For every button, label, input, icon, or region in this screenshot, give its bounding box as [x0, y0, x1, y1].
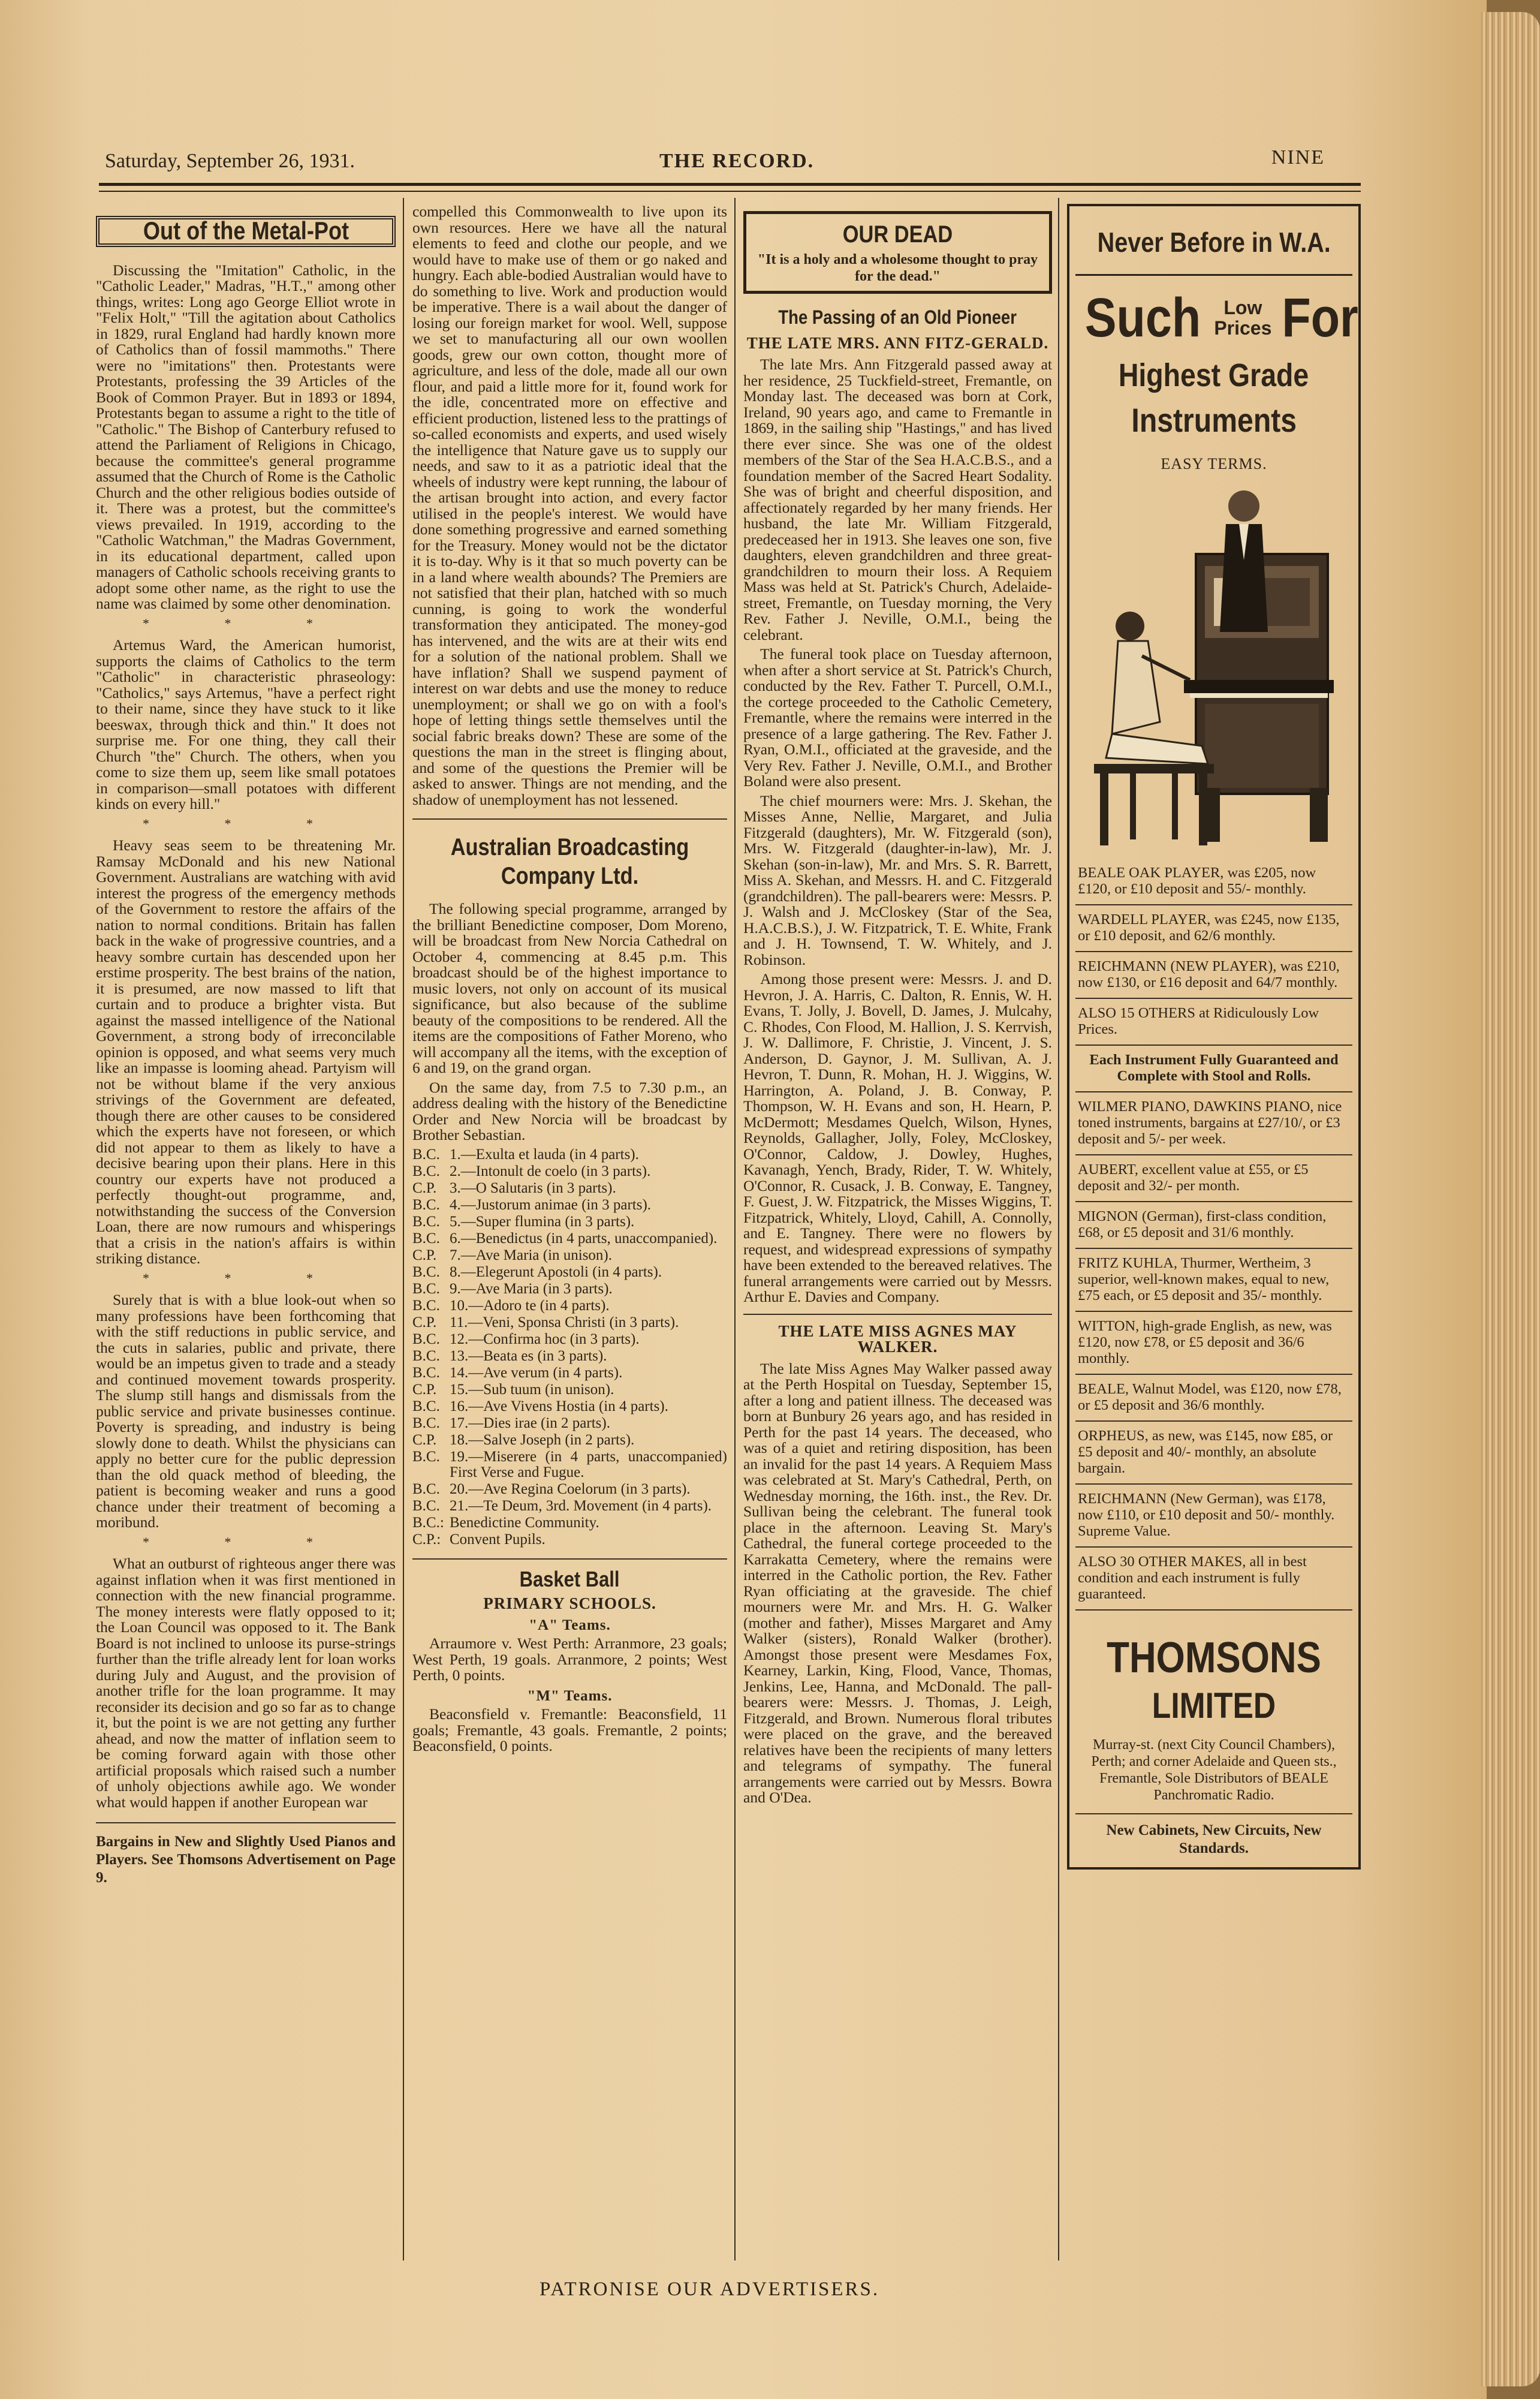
article-paragraph: Artemus Ward, the American humorist, supports the claims of Catholics to the term "Catholic" in characteristic phraseology: "Catholics," says Artemus, "have a perfect right to their name, since they have stuck to it like beeswax, through thick and thin." It does not surprise me. For one thing, they call their Church "the" Church. The others, when you come to size them up, seem like small potatoes in comparison—small potatoes with different kinds on every hill." [96, 636, 396, 812]
basketball-heading: Basket Ball [520, 1566, 620, 1591]
programme-item [412, 1248, 727, 1263]
programme-code: B.C. [412, 1230, 440, 1247]
price-list [1075, 859, 1352, 1611]
programme-code: C.P. [412, 1431, 437, 1448]
price-item: ORPHEUS, as new, was £145, now £85, or £5 deposit and 40/- monthly, an absolute bargain. [1075, 1422, 1352, 1485]
programme-title: 12.—Confirma hoc (in 3 parts). [450, 1331, 640, 1347]
price-item: ALSO 30 OTHER MAKES, all in best condition and each instrument is fully guaranteed. [1075, 1548, 1352, 1611]
programme-item [412, 1416, 727, 1431]
price-item: ALSO 15 OTHERS at Ridiculously Low Prices. [1075, 999, 1352, 1046]
programme-code: B.C. [412, 1497, 440, 1514]
programme-title: Convent Pupils. [450, 1531, 546, 1548]
article-paragraph: Surely that is with a blue look-out when so many professions have been forthcoming that with the stiff reductions in public service, and the cuts in salaries, public and private, there would be an impetus given to trade and a steady and continued movement towards prosperity. The slump still hangs and dismissals from the public service and private businesses continue. Poverty is spreading, and industry is being slowly done to death. Whilst the physicians can apply no better cure for the public depression than the old quack method of bleeding, the patient is becoming weaker and runs a good chance under their treatment of becoming a moribund. [96, 1291, 396, 1531]
programme-item [412, 1214, 727, 1230]
programme-code: B.C.: [412, 1514, 444, 1531]
programme-title: 15.—Sub tuum (in unison). [450, 1381, 614, 1398]
programme-item [412, 1365, 727, 1381]
ad-instruments: Instruments [1131, 401, 1297, 439]
m-teams-result: Beaconsfield v. Fremantle: Beaconsfield, 11 goals; Fremantle, 43 goals. Fremantle, 2 points; Beaconsfield, 0 points. [412, 1705, 727, 1754]
programme-item [412, 1164, 727, 1179]
ad-low: Low [1223, 297, 1262, 318]
section-rule [743, 1314, 1052, 1315]
programme-title: 16.—Ave Vivens Hostia (in 4 parts). [450, 1398, 668, 1414]
programme-title: 11.—Veni, Sponsa Christi (in 3 parts). [450, 1314, 679, 1331]
section-stars: * * * [143, 1270, 349, 1286]
programme-title: 1.—Exulta et lauda (in 4 parts). [450, 1146, 639, 1163]
section-rule [412, 818, 727, 820]
section-rule [412, 1558, 727, 1560]
programme-item [412, 1197, 727, 1213]
programme-title: 7.—Ave Maria (in unison). [450, 1247, 613, 1263]
programme-title: 20.—Ave Regina Coelorum (in 3 parts). [450, 1480, 691, 1497]
programme-code: B.C. [412, 1414, 440, 1431]
masthead: THE RECORD. [659, 150, 815, 172]
programme-code: B.C. [412, 1398, 440, 1414]
price-item: MIGNON (German), first-class condition, £68, or £5 deposit and 31/6 monthly. [1075, 1202, 1352, 1249]
piano-player-illustration [1082, 482, 1346, 854]
price-item: FRITZ KUHLA, Thurmer, Wertheim, 3 superior, well-known makes, equal to new, £75 each, or £5 deposit and 35/- monthly. [1075, 1249, 1352, 1312]
programme-item [412, 1382, 727, 1398]
our-dead-quote: "It is a holy and a wholesome thought to pray for the dead." [757, 252, 1038, 284]
programme-code: C.P.: [412, 1531, 441, 1548]
section-stars: * * * [143, 615, 349, 631]
programme-item [412, 1498, 727, 1514]
header-rule-thin [99, 191, 1361, 192]
programme-title: 6.—Benedictus (in 4 parts, unaccompanied). [450, 1230, 718, 1247]
column-1 [96, 204, 396, 1887]
programme-title: 5.—Super flumina (in 3 parts). [450, 1213, 635, 1230]
section-stars: * * * [143, 1534, 349, 1549]
column-divider [1058, 198, 1059, 2260]
programme-item [412, 1399, 727, 1414]
page-footer: PATRONISE OUR ADVERTISERS. [540, 2278, 880, 2300]
programme-code: C.P. [412, 1314, 437, 1331]
programme-title: 9.—Ave Maria (in 3 parts). [450, 1280, 613, 1297]
ad-such-low-prices: Such Low Prices For [1084, 287, 1358, 348]
a-teams-heading: "A" Teams. [529, 1617, 611, 1633]
page-header [102, 146, 1361, 180]
price-item: AUBERT, excellent value at £55, or £5 deposit and 32/- per month. [1075, 1155, 1352, 1202]
obituary-paragraph: The chief mourners were: Mrs. J. Skehan, the Misses Anne, Nellie, Margaret, and Julia Fitzgerald (daughters), Mr. W. Fitzgerald (son), Mrs. W. Fitzgerald (daughter-in-law), Mr. J. Skehan (son-in-law), Mr. and Mrs. S. R. Barrett, Miss A. Skehan, and Messrs. H. and C. Fitzgerald (grandchildren). The pall-bearers were: Messrs. P. J. Walsh and J. McCloskey (Star of the Sea, H.A.C.B.S.), J. W. Fitzpatrick, T. E. White, Frank and J. H. Townsend, T. W. Whitely, and J. Robinson. [743, 791, 1052, 968]
programme-title: 2.—Intonult de coelo (in 3 parts). [450, 1163, 651, 1179]
programme-item [412, 1147, 727, 1163]
header-rule [99, 183, 1361, 186]
programme-item [412, 1231, 727, 1247]
programme-item [412, 1298, 727, 1314]
programme-code: B.C. [412, 1163, 440, 1179]
programme-item [412, 1515, 727, 1531]
our-dead-title: OUR DEAD [842, 221, 953, 248]
article-continuation: compelled this Commonwealth to live upon its own resources. Here we have all the natural elements to feed and clothe our people, and we would have to make use of them or go naked and hungry. Each able-bodied Australian would have to do something to live. Work and production would be imperative. There is a wail about the danger of losing our foreign market for wool. Well, suppose we set to manufacturing all our own woollen goods, grew our own cotton, thought more of agriculture, and less of the dole, made all our own flour, and paid a little more for it, found work for the idle, concentrated more on effective and efficient production, listened less to the prattings of so-called economists and experts, and used wisely the intelligence that Nature gave us to supply our needs, and saw to it as a patriotic ideal that the wheels of industry were kept running, the labour of the artisan brought into action, and every factor utilised in the people's interest. We would have done something progressive and earned something for the Treasury. Money would not be the dictator it is to-day. Why is it that so much poverty can be in a land where wealth abounds? The Premiers are not satisfied that their plan, hatched with so much cunning, is going to work the wonderful transformation they anticipated. The money-god has intervened, and the wits are at their wits end for a solution of the national problem. Shall we have inflation? Shall we suspend payment of interest on war debts and use the money to reduce unemployment; or shall we go on with a fool's hope of letting things settle themselves until the social fabric breaks down? These are some of the questions the man in the street is flinging about, and some of the questions the Premier will be asked to answer. Things are not mending, and the shadow of unemployment has not lessened. [412, 203, 727, 808]
article-paragraph: What an outburst of righteous anger there was against inflation when it was first mentioned in connection with the new financial programme. The money interests were flatly opposed to it; the Loan Council was opposed to it. The Bank Board is not inclined to unloose its purse-strings further than the trifle already lent for loan works during July and August, and the provision of another trifle for the loan programme. It may reconsider its decision and go so far as to change it, but the point is we are not getting any further ahead, and now the matter of inflation seem to be coming forward again with those other artificial proposals which raised such a number of unholy objections awhile ago. We wonder what would happen if another European war [96, 1555, 396, 1811]
company-name: THOMSONS [1107, 1633, 1321, 1682]
programme-code: B.C. [412, 1263, 440, 1280]
ad-highest-grade: Highest Grade [1119, 357, 1309, 393]
programme-code: B.C. [412, 1448, 440, 1465]
column-2 [412, 204, 727, 1758]
programme-title: 14.—Ave verum (in 4 parts). [450, 1364, 623, 1381]
abc-intro: The following special programme, arranged by the brilliant Benedictine composer, Dom Moreno, will be broadcast from New Norcia Cathedral on October 4, commencing at 8.45 p.m. This broadcast should be of the highest importance to music lovers, not only on account of its musical significance, but also because of the sublime beauty of the compositions to be rendered. All the items are the compositions of Father Moreno, who will accompany all the items, with the exception of 6 and 19, on the grand organ. [412, 900, 727, 1076]
obituary-paragraph: The late Mrs. Ann Fitzgerald passed away at her residence, 25 Tuckfield-street, Fremantle, on Monday last. The deceased was born at Cork, Ireland, 90 years ago, and came to Fremantle in 1869, in the sailing ship "Hastings," and has lived there ever since. She was one of the oldest members of the Star of the Sea H.A.C.B.S., and a foundation member of the Sacred Heart Sodality. She was of bright and cheerful disposition, and affectionately regarded by her many friends. Her husband, the late Mr. William Fitzgerald, predeceased her in 1913. She leaves one son, five daughters, eleven grandchildren and three great-grandchildren to mourn their loss. A Requiem Mass was held at St. Patrick's Church, Adelaide-street, Fremantle, on Tuesday morning, the Very Rev. Father J. Neville, O.M.I., being the celebrant. [743, 356, 1052, 643]
programme-item [412, 1281, 727, 1297]
m-teams-heading: "M" Teams. [527, 1687, 613, 1704]
company-limited: LIMITED [1152, 1685, 1276, 1726]
programme-code: B.C. [412, 1297, 440, 1314]
programme-title: 4.—Justorum animae (in 3 parts). [450, 1196, 652, 1213]
metal-pot-heading: Out of the Metal-Pot [96, 216, 396, 247]
column-3 [743, 204, 1052, 1810]
programme-item [412, 1332, 727, 1347]
company-address: Murray-st. (next City Council Chambers), Perth; and corner Adelaide and Queen sts., Fremantle, Sole Distributors of BEALE Panchromatic Radio. [1091, 1736, 1337, 1803]
section-title: The Passing of an Old Pioneer [778, 306, 1017, 328]
programme-code: B.C. [412, 1364, 440, 1381]
obituary-paragraph: Among those present were: Messrs. J. and D. Hevron, J. A. Harris, C. Dalton, R. Ennis, W. H. Evans, T. Jolly, J. Bovell, D. James, J. Mulcahy, C. Rhodes, Con Flood, M. Hallion, J. S. Kerrvish, J. W. Dallimore, F. Christie, J. Vincent, J. S. Anderson, D. Gaynor, J. M. Sullivan, A. J. Hevron, T. Dunn, R. Mohan, H. J. Wiggins, W. Harrington, A. Poland, J. B. Conway, P. Thompson, W. H. Evans and son, H. Hearn, P. McDermott; Mesdames Quelch, Wilson, Hynes, Reynolds, Gallagher, Jolly, Foley, McCloskey, O'Connor, Caldow, J. Dowley, Hughes, Kavanagh, Yench, Brady, Rider, T. W. Whitely, O'Connor, R. Cusack, J. B. Conway, E. Tangney, F. Guest, J. W. Fitzpatrick, the Misses Wiggins, T. Fitzpatrick, Whitely, Lloyd, Cahill, A. Connolly, and E. Tangney. There were no flowers by request, and widespread expressions of sympathy have been extended to the bereaved relatives. The funeral arrangements were carried out by Messrs. Arthur E. Davies and Company. [743, 970, 1052, 1305]
programme-code: C.P. [412, 1381, 437, 1398]
programme-code: B.C. [412, 1480, 440, 1497]
programme-item [412, 1449, 727, 1480]
programme-item [412, 1349, 727, 1364]
programme-code: B.C. [412, 1213, 440, 1230]
article-paragraph: Discussing the "Imitation" Catholic, in the "Catholic Leader," Madras, "H.T.," among other things, writes: Long ago George Elliot wrote in "Felix Holt," "Till the agitation about Catholics in 1829, rural England had hardly known more of Catholics than of fossil mammoths." There were no "imitations" then. Protestants were Protestants, professing the 39 Articles of the Book of Common Prayer. But in 1893 or 1894, Protestants began to assume a right to the title of "Catholic." The Bishop of Canterbury refused to attend the Parliament of Religions in Chicago, because the committee's general programme assumed that the Church of Rome is the Catholic Church and the other religious bodies outside of it. There was a protest, but the committee's views prevailed. In 1919, according to the "Catholic Watchman," the Madras Government, in its educational department, called upon managers of Catholic schools receiving grants to adopt some other name, as the right to use the name was claimed by some other denomination. [96, 261, 396, 612]
price-item: WARDELL PLAYER, was £245, now £135, or £10 deposit, and 62/6 monthly. [1075, 905, 1352, 952]
programme-item [412, 1315, 727, 1331]
programme-title: 17.—Dies irae (in 2 parts). [450, 1414, 610, 1431]
price-item: REICHMANN (New German), was £178, now £110, or £10 deposit and 50/- monthly. Supreme Value. [1075, 1485, 1352, 1548]
programme-item [412, 1432, 727, 1448]
page-edges [1481, 12, 1540, 2386]
programme-item [412, 1265, 727, 1280]
programme-title: 8.—Elegerunt Apostoli (in 4 parts). [450, 1263, 662, 1280]
programme-title: 13.—Beata es (in 3 parts). [450, 1347, 607, 1364]
programme-code: B.C. [412, 1331, 440, 1347]
a-teams-result: Arraumore v. West Perth: Arranmore, 23 goals; West Perth, 19 goals. Arranmore, 2 points; West Perth, 0 points. [412, 1635, 727, 1684]
obituary-heading: THE LATE MISS AGNES MAY WALKER. [778, 1322, 1017, 1356]
obituary-heading: THE LATE MRS. ANN FITZ-GERALD. [746, 333, 1049, 352]
broadcast-programme [412, 1147, 727, 1548]
price-item: REICHMANN (NEW PLAYER), was £210, now £130, or £16 deposit and 64/7 monthly. [1075, 952, 1352, 999]
programme-title: 18.—Salve Joseph (in 2 parts). [450, 1431, 635, 1448]
programme-title: 10.—Adoro te (in 4 parts). [450, 1297, 610, 1314]
price-item: WITTON, high-grade English, as new, was £120, now £78, or £5 deposit and 36/6 monthly. [1075, 1312, 1352, 1375]
programme-title: 3.—O Salutaris (in 3 parts). [450, 1179, 616, 1196]
ad-border [1067, 204, 1361, 1870]
price-item: WILMER PIANO, DAWKINS PIANO, nice toned instruments, bargains at £27/10/, or £3 deposit and 5/- per week. [1075, 1092, 1352, 1155]
programme-code: B.C. [412, 1146, 440, 1163]
issue-date: Saturday, September 26, 1931. [105, 150, 355, 172]
page-number: NINE [1271, 146, 1325, 168]
thomsons-advertisement [1067, 204, 1361, 1870]
programme-item [412, 1532, 727, 1548]
ad-tagline: New Cabinets, New Circuits, New Standards. [1075, 1813, 1352, 1858]
price-item: BEALE OAK PLAYER, was £205, now £120, or £10 deposit and 55/- monthly. [1075, 859, 1352, 905]
ad-prices: Prices [1214, 317, 1272, 339]
primary-schools-heading: PRIMARY SCHOOLS. [483, 1594, 656, 1612]
column-divider [734, 198, 736, 2260]
programme-title: 19.—Miserere (in 4 parts, unaccompanied) First Verse and Fugue. [450, 1448, 727, 1480]
programme-code: C.P. [412, 1247, 437, 1263]
column-divider [403, 198, 404, 2260]
programme-code: B.C. [412, 1347, 440, 1364]
bargains-footnote: Bargains in New and Slightly Used Pianos and Players. See Thomsons Advertisement on Page 9. [96, 1822, 396, 1887]
programme-item [412, 1482, 727, 1497]
ad-easy-terms: EASY TERMS. [1161, 455, 1267, 472]
programme-title: 21.—Te Deum, 3rd. Movement (in 4 parts). [450, 1497, 712, 1514]
programme-code: B.C. [412, 1196, 440, 1213]
our-dead-box [743, 211, 1052, 294]
section-stars: * * * [143, 815, 349, 831]
article-paragraph: Heavy seas seem to be threatening Mr. Ramsay McDonald and his new National Government. Australians are watching with avid interest the progress of the emergency methods of the Government to restore the affairs of the nation to normal conditions. Britain has fallen back in the wake of progressive countries, and a heavy sombre curtain has descended upon her erstime prosperity. The best brains of the nation, it is presumed, are now massed to lift that curtain and to produce a brighter vista. But against the massed intelligence of the National Government, a strong body of irreconcilable opinion is opposed, and what seems very much like an impasse is looming ahead. Partyism will not be without blame if the very anxious strivings of the Government are defeated, though there are other causes to be considered which the experts have not foreseen, or which did not appear to them as likely to have a decisive bearing upon their plans. Here in this country our experts have not produced a perfectly thought-out programme, and, notwithstanding the success of the Conversion Loan, there are now rumours and whisperings that a crisis in the nation's affairs is within striking distance. [96, 836, 396, 1267]
programme-title: Benedictine Community. [450, 1514, 599, 1531]
programme-item [412, 1181, 727, 1196]
programme-code: C.P. [412, 1179, 437, 1196]
programme-code: B.C. [412, 1280, 440, 1297]
price-item: BEALE, Walnut Model, was £120, now £78, or £5 deposit and 36/6 monthly. [1075, 1375, 1352, 1422]
abc-heading: Australian Broadcasting Company Ltd. [450, 834, 689, 889]
abc-intro-2: On the same day, from 7.5 to 7.30 p.m., an address dealing with the history of the Benedictine Order and New Norcia will be broadcast by Brother Sebastian. [412, 1078, 727, 1143]
ad-headline: Never Before in W.A. [1075, 210, 1352, 276]
obituary-paragraph: The late Miss Agnes May Walker passed away at the Perth Hospital on Tuesday, September 15, after a long and patient illness. The deceased was born at Bunbury 26 years ago, and has resided in Perth for the past 14 years. The deceased, who was of a quiet and retiring disposition, has been an invalid for the past 14 years. A Requiem Mass was celebrated at St. Mary's Cathedral, Perth, on Wednesday morning, the 16th. inst., the Rev. Dr. Sullivan being the celebrant. The funeral took place in the afternoon. Leaving St. Mary's Cathedral, the funeral cortege proceeded to the Karrakatta Cemetery, where the remains were interred in the Catholic portion, the Rev. Father Ryan officiating at the graveside. The chief mourners were Mr. and Mrs. H. G. Walker (mother and father), Misses Margaret and Amy Walker (sisters), Ronald Walker (brother). Amongst those present were Mesdames Fox, Kearney, Larkin, King, Flood, Vance, Thomas, Jenkins, Lee, Hanna, and McDonald. The pall-bearers were: Messrs. J. Thomas, J. Leigh, Fitzgerald, and Brown. Numerous floral tributes were placed on the grave, and the bereaved relatives have been the recipients of many letters and telegrams of sympathy. The funeral arrangements were carried out by Messrs. Bowra and O'Dea. [743, 1359, 1052, 1806]
obituary-paragraph: The funeral took place on Tuesday afternoon, when after a short service at St. Patrick's Church, conducted by the Rev. Father T. Purcell, O.M.I., the cortege proceeded to the Catholic Cemetery, Fremantle, where the remains were interred in the presence of a large gathering. The Rev. Father J. Ryan, O.M.I., officiated at the graveside, and the Very Rev. Father J. Neville, O.M.I., and Brother Boland were also present. [743, 645, 1052, 790]
price-item: Each Instrument Fully Guaranteed and Complete with Stool and Rolls. [1075, 1046, 1352, 1092]
